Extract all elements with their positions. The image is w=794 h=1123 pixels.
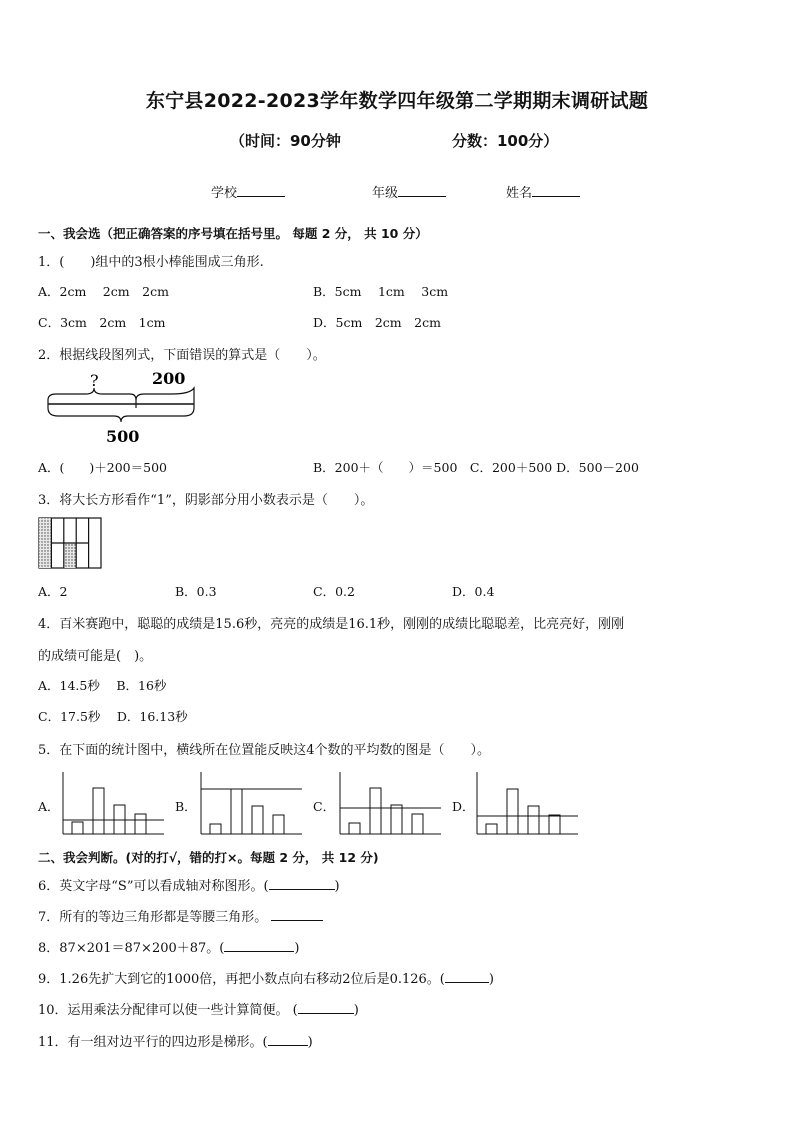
brace-500 (48, 408, 194, 422)
bar (486, 824, 497, 834)
q3-stem: 3．将大长方形看作“1”，阴影部分用小数表示是（ ）。 (38, 493, 374, 508)
shaded-rectangle (38, 517, 102, 569)
school-blank[interactable] (237, 184, 285, 197)
q8-close: ) (294, 941, 300, 956)
q4-stem-line1: 4．百米赛跑中，聪聪的成绩是15.6秒，亮亮的成绩是16.1秒，刚刚的成绩比聪聪差，比亮亮好，刚刚 (38, 617, 625, 632)
bar (370, 788, 381, 834)
q4-options-cd[interactable]: C．17.5秒 D．16.13秒 (38, 709, 188, 724)
q3-option-b[interactable]: B．0.3 (175, 584, 217, 599)
q3-option-a[interactable]: A．2 (38, 584, 68, 599)
q4-options-ab[interactable]: A．14.5秒 B．16秒 (38, 678, 167, 693)
bar (549, 815, 560, 834)
unknown-label: ? (90, 371, 99, 390)
q9 (38, 968, 494, 987)
bar (93, 788, 104, 834)
q6-close: ) (334, 879, 340, 894)
bar (72, 822, 83, 834)
q11 (38, 1031, 313, 1050)
q5-stem: 5．在下面的统计图中，横线所在位置能反映这4个数的平均数的图是（ ）。 (38, 743, 491, 758)
q5-chart-b (200, 772, 304, 836)
q7-text: 7．所有的等边三角形都是等腰三角形。 (38, 910, 268, 925)
section1-heading: 一、我会选（把正确答案的序号填在括号里。 每题 2 分， 共 10 分） (38, 226, 428, 241)
q1-option-b[interactable]: B．5cm 1cm 3cm (313, 284, 449, 299)
q11-answer-blank[interactable] (268, 1033, 308, 1046)
q8-answer-blank[interactable] (224, 939, 294, 952)
q6-answer-blank[interactable] (269, 877, 335, 890)
q1-option-d[interactable]: D．5cm 2cm 2cm (313, 315, 441, 330)
q3-option-d[interactable]: D．0.4 (452, 584, 495, 599)
q7 (38, 906, 323, 925)
bar (210, 824, 221, 834)
q6-text: 6．英文字母“S”可以看成轴对称图形。( (38, 879, 269, 894)
q5-chart-c (339, 772, 443, 836)
school-label: 学校 (211, 186, 238, 201)
name-label: 姓名 (506, 186, 533, 201)
q7-answer-blank[interactable] (271, 908, 323, 921)
shaded-half (64, 543, 76, 568)
q5-chart-d (476, 772, 580, 836)
q10-close: ) (353, 1003, 359, 1018)
bar (507, 789, 518, 834)
q6 (38, 875, 340, 894)
q2-option-a[interactable]: A．( )＋200＝500 (38, 460, 167, 475)
q1-stem: 1．( )组中的3根小棒能围成三角形. (38, 255, 264, 270)
shaded-column (39, 518, 51, 568)
bar (412, 814, 423, 834)
bar (391, 805, 402, 834)
q9-text: 9．1.26先扩大到它的1000倍，再把小数点向右移动2位后是0.126。( (38, 972, 445, 987)
q4-stem-line2: 的成绩可能是( )。 (38, 649, 153, 664)
name-field (506, 182, 580, 201)
q8 (38, 937, 299, 956)
q5-option-c[interactable]: C． (313, 799, 336, 814)
q5-option-b[interactable]: B． (175, 799, 197, 814)
q2-stem: 2．根据线段图列式，下面错误的算式是（ ）。 (38, 348, 326, 363)
q8-text: 8．87×201＝87×200＋87。( (38, 941, 225, 956)
q9-answer-blank[interactable] (445, 970, 489, 983)
label-500: 500 (106, 427, 140, 446)
q1-option-c[interactable]: C．3cm 2cm 1cm (38, 315, 166, 330)
name-blank[interactable] (532, 184, 580, 197)
label-200: 200 (152, 369, 186, 388)
q9-close: ) (488, 972, 494, 987)
q5-option-d[interactable]: D． (452, 799, 475, 814)
q11-close: ) (307, 1035, 313, 1050)
q10-text: 10．运用乘法分配律可以使一些计算简便。 ( (38, 1003, 298, 1018)
segment-diagram (44, 366, 204, 452)
q11-text: 11．有一组对边平行的四边形是梯形。( (38, 1035, 268, 1050)
q2-options-bcd[interactable]: B．200＋（ ）＝500 C．200＋500 D．500－200 (313, 460, 639, 475)
grade-blank[interactable] (398, 184, 446, 197)
exam-time: （时间：90分钟 (230, 132, 341, 150)
brace-200 (136, 388, 194, 400)
q3-option-c[interactable]: C．0.2 (313, 584, 355, 599)
q5-chart-a (62, 772, 166, 836)
school-field (211, 182, 285, 201)
grade-field (372, 182, 446, 201)
exam-score: 分数：100分） (452, 132, 559, 150)
q1-option-a[interactable]: A．2cm 2cm 2cm (38, 284, 169, 299)
q10-answer-blank[interactable] (298, 1001, 354, 1014)
bar (349, 823, 360, 834)
bar (135, 814, 146, 834)
bar (231, 789, 242, 834)
bar (252, 806, 263, 834)
q5-option-a[interactable]: A． (38, 799, 60, 814)
page-title: 东宁县2022-2023学年数学四年级第二学期期末调研试题 (145, 90, 649, 112)
grade-label: 年级 (372, 186, 399, 201)
q10 (38, 999, 359, 1018)
bar (528, 806, 539, 834)
bar (273, 815, 284, 834)
section2-heading: 二、我会判断。(对的打√，错的打×。每题 2 分， 共 12 分) (38, 850, 379, 865)
